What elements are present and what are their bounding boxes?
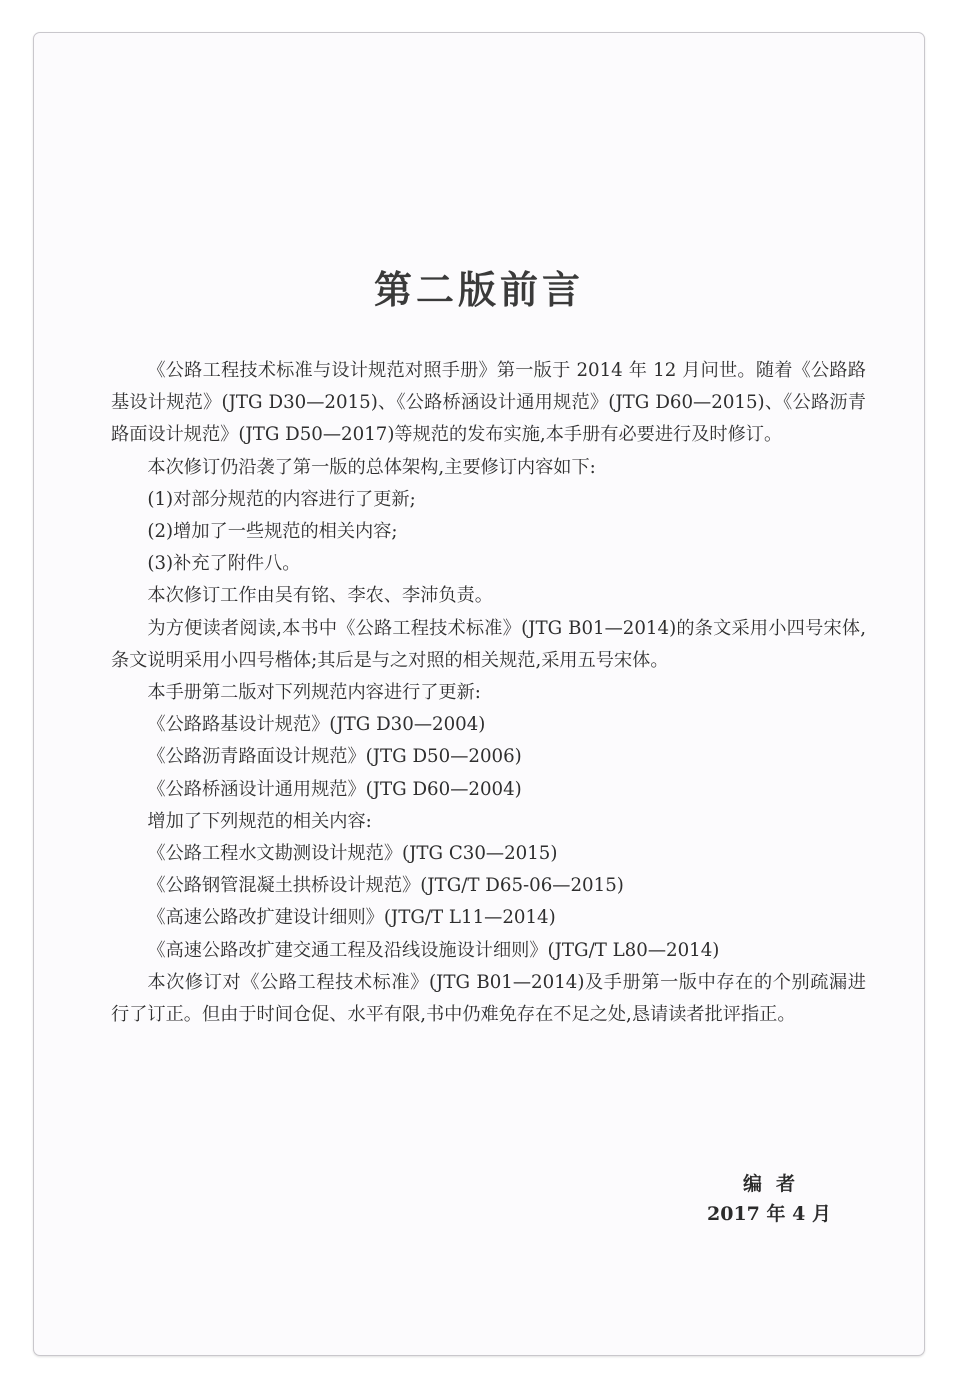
- page-title: 第二版前言: [373, 268, 584, 312]
- typography-note-paragraph: 为方便读者阅读,本书中《公路工程技术标准》(JTG B01—2014)的条文采用小四号宋体,条文说明采用小四号楷体;其后是与之对照的相关规范,采用五号宋体。: [111, 617, 866, 671]
- revision-point-2: (2)增加了一些规范的相关内容;: [147, 521, 398, 543]
- added-specs-heading: 增加了下列规范的相关内容:: [147, 810, 372, 832]
- closing-paragraph: 本次修订对《公路工程技术标准》(JTG B01—2014)及手册第一版中存在的个别疏漏进行了订正。但由于时间仓促、水平有限,书中仍难免存在不足之处,恳请读者批评指正。: [111, 971, 866, 1026]
- revision-point-1: (1)对部分规范的内容进行了更新;: [147, 488, 416, 510]
- intro-paragraph: 《公路工程技术标准与设计规范对照手册》第一版于 2014 年 12 月问世。随着《公路路基设计规范》(JTG D30—2015)、《公路桥涵设计通用规范》(JTG D60—2015)、《公路沥青路面设计规范》(JTG D50—2017)等规范的发布实施,本手册有必要进行及时修订。: [111, 360, 866, 446]
- updated-specs-heading: 本手册第二版对下列规范内容进行了更新:: [147, 682, 481, 704]
- updated-spec-item: 《公路桥涵设计通用规范》(JTG D60—2004): [147, 778, 522, 800]
- document-page: [33, 32, 925, 1356]
- signature-author: 编者: [742, 1173, 809, 1195]
- revision-staff-line: 本次修订工作由吴有铭、李农、李沛负责。: [147, 585, 493, 607]
- added-spec-item: 《高速公路改扩建设计细则》(JTG/T L11—2014): [147, 907, 556, 929]
- signature-date: 2017 年 4 月: [707, 1203, 831, 1225]
- revision-summary-line: 本次修订仍沿袭了第一版的总体架构,主要修订内容如下:: [147, 456, 596, 478]
- added-spec-item: 《高速公路改扩建交通工程及沿线设施设计细则》(JTG/T L80—2014): [147, 939, 720, 961]
- updated-spec-item: 《公路沥青路面设计规范》(JTG D50—2006): [147, 746, 522, 768]
- updated-spec-item: 《公路路基设计规范》(JTG D30—2004): [147, 714, 486, 736]
- revision-point-3: (3)补充了附件八。: [147, 553, 301, 575]
- added-spec-item: 《公路工程水文勘测设计规范》(JTG C30—2015): [147, 843, 558, 865]
- added-spec-item: 《公路钢管混凝土拱桥设计规范》(JTG/T D65-06—2015): [147, 875, 624, 897]
- document-body: [111, 355, 866, 1031]
